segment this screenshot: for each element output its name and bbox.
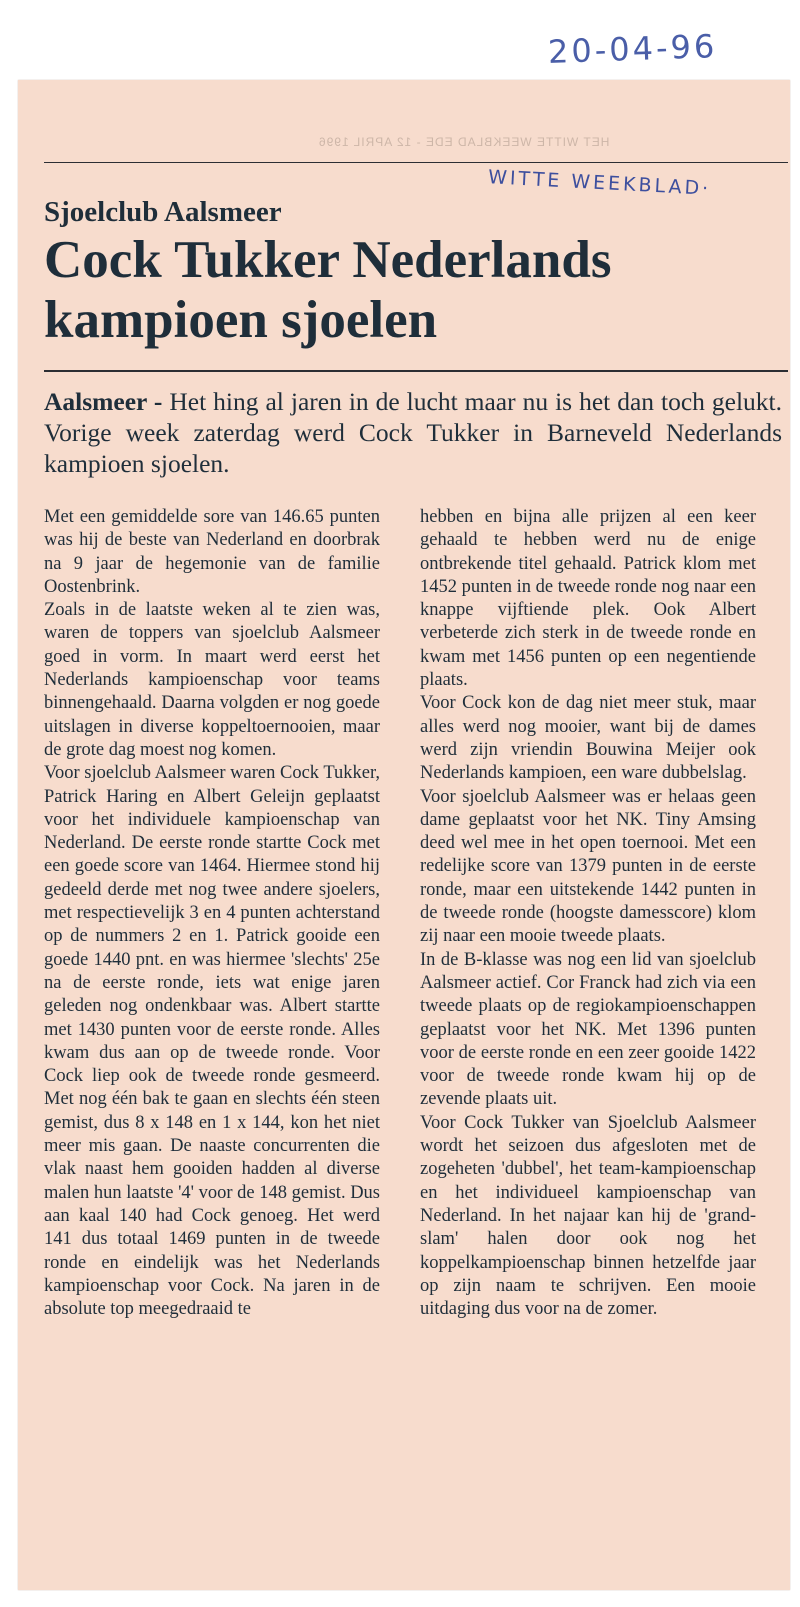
top-rule xyxy=(44,162,788,163)
body-column-right xyxy=(420,506,756,1321)
paragraph: Zoals in de laatste weken al te zien was, waren de toppers van sjoelclub Aalsmeer goed in vorm. In maart werd eerst het Nederlands kampioenschap voor teams binnengehaald. Daarna volgden er nog goede uitslagen in diverse koppeltoernooien, maar de grote dag moest nog komen. xyxy=(44,600,380,760)
paragraph: Met een gemiddelde sore van 146.65 punten was hij de beste van Nederland en doorbrak na 9 jaar de hegemonie van de familie Oostenbrink. xyxy=(44,507,380,597)
headline-rule xyxy=(44,370,788,372)
paragraph: hebben en bijna alle prijzen al een keer gehaald te hebben werd nu de enige ontbrekende titel gehaald. Patrick klom met 1452 punten in de tweede ronde nog naar een knappe vijftiende plek. Ook Albert verbeterde zich sterk in de tweede ronde en kwam met 1456 punten op een negentiende plaats. xyxy=(420,507,756,691)
handwritten-date: 20-04-96 xyxy=(547,27,718,71)
body-column-left xyxy=(44,506,380,1321)
faint-page-header: HET WITTE WEEKBLAD EDE - 12 APRIL 1996 xyxy=(318,135,610,149)
newspaper-clipping xyxy=(18,80,790,1590)
paragraph: In de B-klasse was nog een lid van sjoelclub Aalsmeer actief. Cor Franck had zich via een tweede plaats op de regiokampioenschappen geplaatst voor het NK. Met 1396 punten voor de eerste ronde en een zeer gooide 1422 voor de tweede ronde kwam hij op de zevende plaats uit. xyxy=(420,949,756,1110)
paragraph: Voor Cock Tukker van Sjoelclub Aalsmeer wordt het seizoen dus afgesloten met de zogeheten 'dubbel', het team-kampioenschap en het individueel kampioenschap van Nederland. In het najaar kan hij de 'grand-slam' halen door ook nog het koppelkampioenschap binnen hetzelfde jaar op zijn naam te schrijven. Een mooie uitdaging dus voor na de zomer. xyxy=(420,1112,756,1320)
lead-place: Aalsmeer - xyxy=(44,387,163,416)
paragraph: Voor Cock kon de dag niet meer stuk, maar alles werd nog mooier, want bij de dames werd zijn vriendin Bouwina Meijer ook Nederlands kampioen, een ware dubbelslag. xyxy=(420,693,756,784)
handwritten-source-note: WITTE WEEKBLAD· xyxy=(487,166,712,200)
article-lead xyxy=(44,386,782,479)
paragraph: Voor sjoelclub Aalsmeer was er helaas geen dame geplaatst voor het NK. Tiny Amsing deed wel mee in het open toernooi. Met een redelijke score van 1379 punten in de eerste ronde, maar een uitstekende 1442 punten in de tweede ronde (hoogste damesscore) klom zij naar een mooie tweede plaats. xyxy=(420,786,756,947)
paragraph: Voor sjoelclub Aalsmeer waren Cock Tukker, Patrick Haring en Albert Geleijn geplaatst voor het individuele kampioenschap van Nederland. De eerste ronde startte Cock met een goede score van 1464. Hiermee stond hij gedeeld derde met nog twee andere sjoelers, met respectievelijk 3 en 4 punten achterstand op de nummers 2 en 1. Patrick gooide een goede 1440 pnt. en was hiermee 'slechts' 25e na de eerste ronde, iets wat enige jaren geleden nog ondenkbaar was. Albert startte met 1430 punten voor de eerste ronde. Alles kwam dus aan op de tweede ronde. Voor Cock liep ook de tweede ronde gesmeerd. Met nog één bak te gaan en slechts één steen gemist, dus 8 x 148 en 1 x 144, kon het niet meer mis gaan. De naaste concurrenten die vlak naast hem gooiden hadden al diverse malen hun laatste '4' voor de 148 gemist. Dus aan kaal 140 had Cock genoeg. Het werd 141 dus totaal 1469 punten in de tweede ronde en eindelijk was het Nederlands kampioenschap voor Cock. Na jaren in de absolute top meegedraaid te xyxy=(44,763,381,1320)
article-kicker: Sjoelclub Aalsmeer xyxy=(44,196,282,228)
article-headline: Cock Tukker Nederlands kampioen sjoelen xyxy=(44,231,612,349)
lead-text: Het hing al jaren in de lucht maar nu is het dan toch gelukt. Vorige week zaterdag werd Cock Tukker in Barneveld Nederlands kampioen sjoelen. xyxy=(44,387,782,478)
